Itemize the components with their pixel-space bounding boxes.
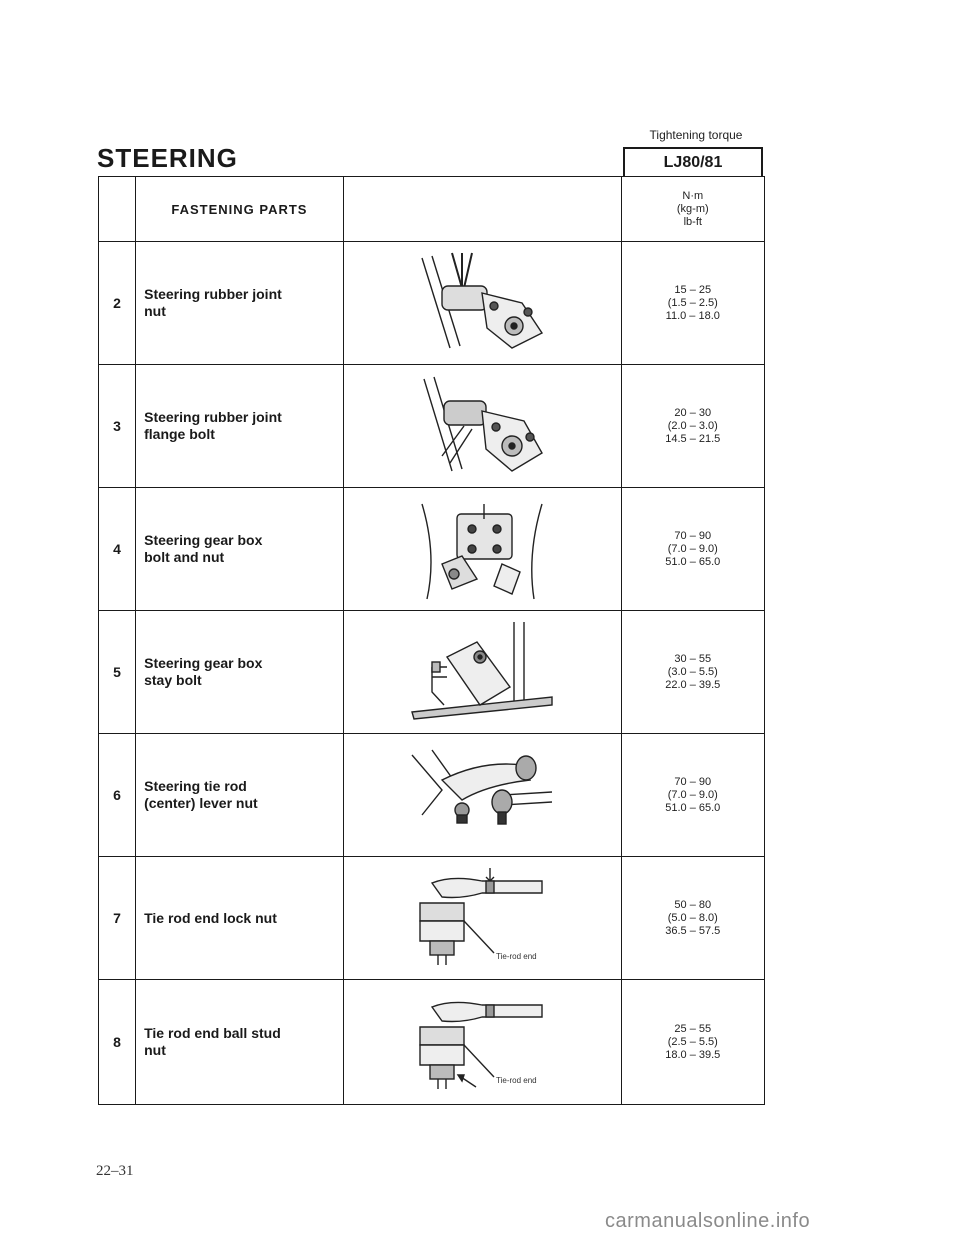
torque-nm: 30 – 55 bbox=[674, 652, 712, 665]
site-watermark: carmanualsonline.info bbox=[605, 1210, 811, 1232]
torque-values bbox=[621, 365, 764, 488]
part-name bbox=[136, 488, 344, 611]
row-number: 8 bbox=[99, 980, 136, 1105]
part-name bbox=[136, 242, 344, 365]
torque-lbft: 11.0 – 18.0 bbox=[665, 309, 720, 322]
part-line: Steering tie rod bbox=[144, 778, 247, 794]
table-row bbox=[99, 611, 765, 734]
header-image-cell bbox=[343, 177, 621, 242]
torque-nm: 20 – 30 bbox=[674, 406, 712, 419]
part-name bbox=[136, 734, 344, 857]
torque-table bbox=[98, 176, 765, 1105]
table-row bbox=[99, 242, 765, 365]
torque-kgm: (7.0 – 9.0) bbox=[667, 788, 718, 801]
table-header-row bbox=[99, 177, 765, 242]
part-line: Steering rubber joint bbox=[144, 409, 282, 425]
part-line: Steering rubber joint bbox=[144, 286, 282, 302]
part-name bbox=[136, 980, 344, 1105]
tie-rod-end-label: Tie-rod end bbox=[496, 1076, 537, 1085]
torque-values bbox=[621, 857, 764, 980]
header-units-cell bbox=[621, 177, 764, 242]
torque-nm: 50 – 80 bbox=[674, 898, 712, 911]
illustration-cell bbox=[343, 857, 621, 980]
gear-box-illustration bbox=[402, 494, 562, 604]
torque-lbft: 51.0 – 65.0 bbox=[665, 801, 721, 814]
torque-kgm: (5.0 – 8.0) bbox=[667, 911, 718, 924]
table-row bbox=[99, 488, 765, 611]
unit-nm: N·m bbox=[682, 189, 704, 202]
illustration-cell bbox=[343, 980, 621, 1105]
rubber-joint-nut-illustration bbox=[402, 248, 562, 358]
torque-kgm: (7.0 – 9.0) bbox=[667, 542, 718, 555]
torque-values bbox=[621, 242, 764, 365]
torque-lbft: 14.5 – 21.5 bbox=[665, 432, 721, 445]
torque-lbft: 22.0 – 39.5 bbox=[665, 678, 721, 691]
part-line: flange bolt bbox=[144, 426, 215, 442]
part-name bbox=[136, 611, 344, 734]
illustration-cell bbox=[343, 365, 621, 488]
page-title: STEERING bbox=[97, 143, 238, 173]
torque-values bbox=[621, 488, 764, 611]
tie-rod-lever-illustration bbox=[402, 740, 562, 850]
part-line: Tie rod end lock nut bbox=[144, 909, 277, 926]
torque-values bbox=[621, 734, 764, 857]
table-row bbox=[99, 734, 765, 857]
part-line: stay bolt bbox=[144, 672, 202, 688]
row-number: 7 bbox=[99, 857, 136, 980]
part-line: Steering gear box bbox=[144, 532, 263, 548]
part-name bbox=[136, 365, 344, 488]
part-line: Tie rod end ball stud bbox=[144, 1025, 281, 1041]
table-row bbox=[99, 857, 765, 980]
row-number: 2 bbox=[99, 242, 136, 365]
torque-nm: 70 – 90 bbox=[674, 529, 712, 542]
table-row bbox=[99, 980, 765, 1105]
tie-rod-end-label: Tie-rod end bbox=[496, 952, 537, 961]
page-number: 22–31 bbox=[96, 1163, 134, 1179]
tie-rod-ball-stud-illustration bbox=[402, 987, 562, 1097]
tie-rod-end-illustration bbox=[402, 863, 562, 973]
table-row bbox=[99, 365, 765, 488]
illustration-cell bbox=[343, 242, 621, 365]
torque-lbft: 18.0 – 39.5 bbox=[665, 1048, 721, 1061]
torque-kgm: (3.0 – 5.5) bbox=[667, 665, 718, 678]
torque-nm: 25 – 55 bbox=[674, 1022, 712, 1035]
torque-values bbox=[621, 611, 764, 734]
torque-kgm: (2.0 – 3.0) bbox=[667, 419, 718, 432]
unit-kgm: (kg-m) bbox=[676, 202, 709, 215]
part-line: Steering gear box bbox=[144, 655, 263, 671]
illustration-cell bbox=[343, 611, 621, 734]
torque-nm: 70 – 90 bbox=[674, 775, 712, 788]
model-header: LJ80/81 bbox=[623, 147, 763, 177]
header-num-cell bbox=[99, 177, 136, 242]
gear-box-stay-illustration bbox=[402, 617, 562, 727]
part-name bbox=[136, 857, 344, 980]
torque-lbft: 36.5 – 57.5 bbox=[665, 924, 721, 937]
row-number: 4 bbox=[99, 488, 136, 611]
illustration-cell bbox=[343, 734, 621, 857]
torque-nm: 15 – 25 bbox=[674, 283, 712, 296]
part-line: nut bbox=[144, 1042, 166, 1058]
part-line: (center) lever nut bbox=[144, 795, 258, 811]
rubber-joint-flange-illustration bbox=[402, 371, 562, 481]
row-number: 5 bbox=[99, 611, 136, 734]
torque-kgm: (2.5 – 5.5) bbox=[667, 1035, 718, 1048]
torque-kgm: (1.5 – 2.5) bbox=[667, 296, 718, 309]
part-line: nut bbox=[144, 303, 166, 319]
part-line: bolt and nut bbox=[144, 549, 225, 565]
header-parts-cell: FASTENING PARTS bbox=[136, 177, 344, 242]
illustration-cell bbox=[343, 488, 621, 611]
torque-values bbox=[621, 980, 764, 1105]
torque-lbft: 51.0 – 65.0 bbox=[665, 555, 721, 568]
unit-lbft: lb-ft bbox=[683, 215, 702, 228]
row-number: 6 bbox=[99, 734, 136, 857]
torque-caption: Tightening torque bbox=[649, 128, 743, 142]
row-number: 3 bbox=[99, 365, 136, 488]
